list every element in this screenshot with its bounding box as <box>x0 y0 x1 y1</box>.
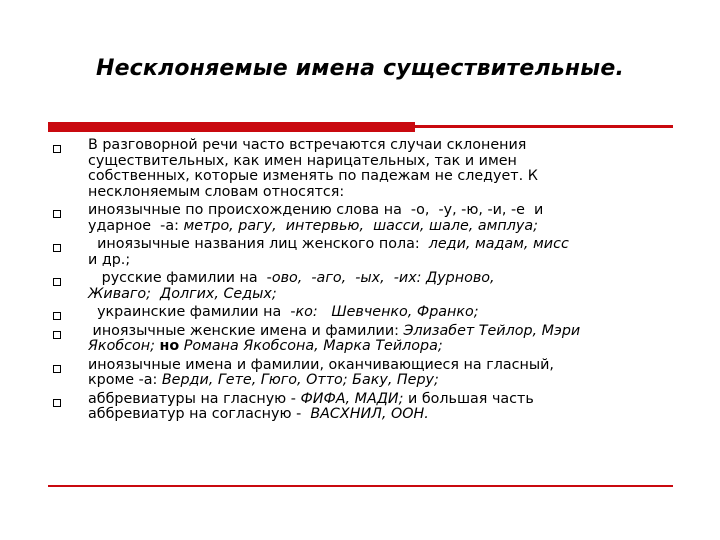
text-line <box>88 169 678 185</box>
text-segment: иноязычные женские имена и фамилии: <box>88 322 404 339</box>
list-item <box>48 237 678 268</box>
square-bullet-icon <box>53 312 61 320</box>
text-line <box>88 203 678 219</box>
list-item <box>48 138 678 200</box>
text-line <box>88 271 678 287</box>
square-bullet-icon <box>53 399 61 407</box>
text-segment: украинские фамилии на - <box>88 304 296 320</box>
text-segment: иноязычные по происхождению слова на -о, -у, -ю, -и, -е и <box>88 202 544 218</box>
text-segment: Элизабет Тейлор, Мэри <box>403 322 581 339</box>
text-line <box>88 154 678 170</box>
list-item <box>48 324 678 355</box>
list-item <box>48 203 678 234</box>
text-segment: метро, рагу, интервью, шасси, шале, амплуа; <box>183 217 538 234</box>
text-segment: иноязычные имена и фамилии, оканчивающиеся на гласный, <box>88 356 554 373</box>
text-segment: ово, -аго, -ых, -их: Дурново, <box>271 270 495 286</box>
text-segment: существительных, как имен нарицательных, так и имен <box>88 152 517 169</box>
text-segment: Верди, Гете, Гюго, Отто; Баку, Перу; <box>161 372 439 388</box>
text-segment: леди, мадам, мисс <box>428 236 569 252</box>
text-line <box>88 138 678 154</box>
text-segment: аббревиатур на согласную - <box>88 406 311 422</box>
text-segment: ударное -а: <box>88 217 184 234</box>
text-segment: несклоняемым словам относятся: <box>88 183 345 200</box>
square-bullet-icon <box>53 145 61 153</box>
accent-rule-top <box>48 125 673 128</box>
text-segment: ФИФА, МАДИ; <box>300 390 404 407</box>
text-line <box>88 392 678 408</box>
text-segment: ВАСХНИЛ, ООН. <box>310 406 429 422</box>
square-bullet-icon <box>53 365 61 373</box>
square-bullet-icon <box>53 210 61 218</box>
text-segment: собственных, которые изменять по падежам не следует. К <box>88 168 538 184</box>
text-segment: но <box>159 338 180 354</box>
text-line <box>88 253 678 269</box>
text-line <box>88 185 678 201</box>
text-segment: русские фамилии на - <box>88 270 272 286</box>
bullet-list <box>48 138 678 426</box>
text-segment: ко: <box>295 304 323 320</box>
square-bullet-icon <box>53 278 61 286</box>
text-line <box>88 407 678 423</box>
text-segment: и др.; <box>88 251 131 268</box>
text-segment: Якобсон; <box>88 338 160 354</box>
text-line <box>88 287 678 303</box>
list-item <box>48 358 678 389</box>
list-item <box>48 305 678 321</box>
text-segment: В разговорной речи часто встречаются случаи склонения <box>88 137 527 153</box>
list-item <box>48 271 678 302</box>
text-line <box>88 219 678 235</box>
text-segment: кроме -а: <box>88 372 162 388</box>
text-line <box>88 339 678 355</box>
text-segment: и большая часть <box>403 390 534 407</box>
text-line <box>88 358 678 374</box>
accent-rule-bottom <box>48 485 673 487</box>
square-bullet-icon <box>53 331 61 339</box>
square-bullet-icon <box>53 244 61 252</box>
slide-title: Несклоняемые имена существительные. <box>95 56 625 81</box>
text-line <box>88 324 678 340</box>
text-line <box>88 305 678 321</box>
text-line <box>88 373 678 389</box>
text-segment: Романа Якобсона, Марка Тейлора; <box>179 338 443 354</box>
text-segment: Шевченко, Франко; <box>322 304 479 320</box>
list-item <box>48 392 678 423</box>
text-segment: иноязычные названия лиц женского пола: <box>88 236 429 252</box>
text-segment: Живаго; Долгих, Седых; <box>88 285 277 302</box>
text-segment: аббревиатуры на гласную - <box>88 390 301 407</box>
text-line <box>88 237 678 253</box>
